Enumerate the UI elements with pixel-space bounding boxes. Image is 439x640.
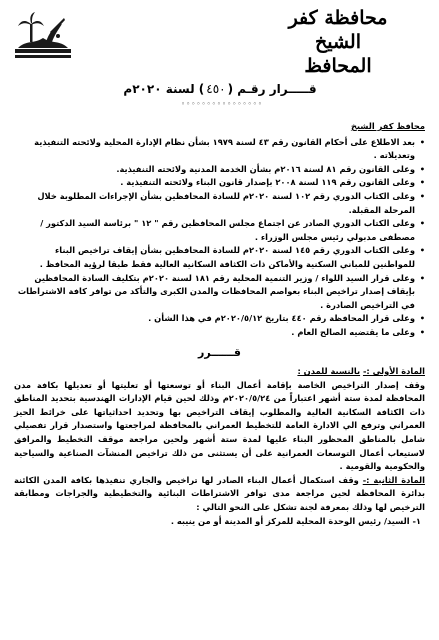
article-1 [14, 365, 425, 474]
article-2-title: المادة الثانية :- [362, 474, 426, 485]
recital-item: • وعلى القانون رقم ٨١ لسنة ٢٠١٦م بشأن الخدمة المدنية ولائحته التنفيذية. [14, 163, 425, 177]
decision-suffix: ) لسنة ٢٠٢٠م [123, 82, 205, 96]
recitals-list [14, 136, 425, 340]
recital-item: • وعلى قرار السيد اللواء / وزير التنمية المحلية رقم ١٨١ لسنة ٢٠٢٠م بتكليف السادة المحافظين بإيقاف إصدار تراخيص البناء بعواصم المحافظات والمدن الكبرى والتأكد من توافر كافة الاشتراطات في التراخيص الصادرة . [14, 272, 425, 313]
recital-item: • وعلى الكتاب الدوري رقم ١٤٥ لسنة ٢٠٢٠م للسادة المحافظين بشأن إيقاف تراخيص البناء للمواطنين للمباني السكنية والأماكن ذات الكثافة السكانية العالية فقط طبقا لرؤية المحافظ . [14, 244, 425, 271]
article-1-title: المادة الأولى :- [362, 366, 425, 377]
recital-item: • وعلى القانون رقم ١١٩ لسنة ٢٠٠٨ بإصدار قانون البناء ولائحته التنفيذية . [14, 176, 425, 190]
recital-item: • وعلى قرار المحافظة رقم ٤٤٠ بتاريخ ٢٠٢٠/٥/١٢م في هذا الشأن . [14, 312, 425, 326]
article-1-subtitle: بالنسبة للمدن : [297, 366, 361, 377]
recital-item: • وعلى الكتاب الدوري رقم ١٠٢ لسنة ٢٠٢٠م للسادة المحافظين بشأن الإجراءات المطلوبة خلال المرحلة المقبلة. [14, 190, 425, 217]
issuer-title: محافظ كفر الشيخ [350, 121, 425, 131]
recital-item: • وعلى الكتاب الدوري الصادر عن اجتماع مجلس المحافظين رقم " ١٢ " برئاسة السيد الدكتور / مصطفى مدبولي رئيس مجلس الوزراء . [14, 217, 425, 244]
separator-dots: ◦◦◦◦◦◦◦◦◦◦◦◦◦◦◦◦ [180, 100, 264, 108]
decision-number-line [110, 82, 330, 96]
governorate-name: محافظة كفر الشيخ [288, 7, 388, 53]
decision-prefix: قـــــرار رقـم ( [227, 82, 317, 96]
governorate-logo-icon [12, 8, 74, 62]
recital-item: • وعلى ما يقتضيه الصالح العام . [14, 326, 425, 340]
article-2-body: وقف استكمال أعمال البناء الصادر لها تراخيص والجاري تنفيذها بكافة المدن الكائنة بدائرة المحافظة لحين مراجعة مدى توافر الاشتراطات البنائية والتخطيطية والجراجات ومطابقة الترخيص لها وذلك بمعرفة لجنة تشكل على النحو التالي : [14, 474, 425, 513]
article-2 [14, 474, 425, 515]
recital-item: • بعد الاطلاع على أحكام القانون رقم ٤٣ لسنة ١٩٧٩ بشأن نظام الإدارة المحلية ولائحته التنفيذية وتعديلاته . [14, 136, 425, 163]
article-1-body: وقف إصدار التراخيص الخاصة بإقامة أعمال البناء أو توسعتها أو تعليتها أو تعديلها بكافة مدن المحافظة لمدة ستة أشهر اعتباراً من ٢٠٢٠/٥/٢٤م وذلك لحين قيام الإدارات الهندسية بتحديد المناطق ذات الكثافة السكانية العالية والمطلوب إيقاف التراخيص بها وتحديد احداثياتها على خرائط الحيز العمراني وترفع الي الادارة العامة للتخطيط العمراني بالمحافظة لمراجعتها واستصدار قرار تفصيلي شامل بالمناطق المحظور البناء عليها لمدة ستة أشهر ولحين مراجعة موقف التخطيط والمرافق لاستيعاب أعمال التوسعات العمرانية على أن يستثنى من ذلك تراخيص المنشآت الصناعية والسياحية والحكومية والقومية . [14, 379, 425, 472]
header-title [263, 6, 413, 78]
decree-body [14, 120, 425, 528]
committee-item: ١- السيد/ رئيس الوحدة المحلية للمركز أو المدينة أو من ينيبه . [170, 515, 421, 526]
decision-number: ٤٥٠ [206, 82, 226, 96]
decided-heading: قــــــرر [198, 345, 241, 359]
governor-title: المحافظ [304, 55, 372, 77]
